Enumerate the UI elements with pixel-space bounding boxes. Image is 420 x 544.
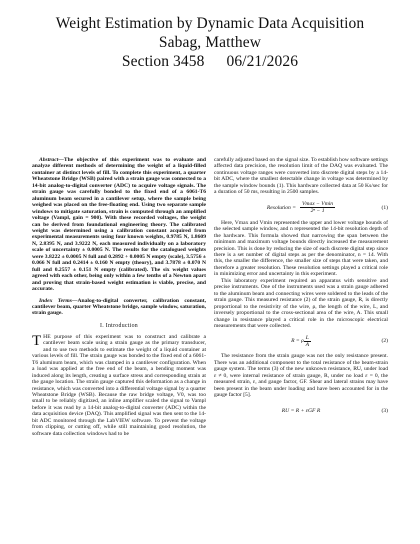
eq2-numerator: L [305, 334, 309, 341]
section-heading-introduction: I. Introduction [100, 322, 138, 329]
report-date: 06/21/2026 [226, 53, 299, 70]
paper-header [0, 14, 420, 71]
eq1-denominator: 2ⁿ − 1 [310, 208, 325, 215]
left-column [32, 157, 206, 437]
body-paragraph-3: This laboratory experiment required an apparatus with sensitive and precise instruments. One of the instruments used was a strain gauge adhered to the aluminum beam and connecting wires were soldered to the leads of the strain gauge. This measured resistance (2) of the strain gauge, R, is directly proportional to the resistivity of the wire, ρ, the length of the wire, L, and inversely proportional to the cross-sectional area of the wire, A. This small change in resistance played a critical role in the microscopic electrical measurements that were collected. [214, 277, 388, 329]
paper-title: Weight Estimation by Dynamic Data Acquisition [55, 15, 365, 32]
section-number: Section 3458 [121, 53, 205, 70]
author-name: Sabag, Matthew [158, 34, 262, 51]
body-paragraph-4: The resistance from the strain gauge was not the only resistance present. There was an additional component to the total resistance of the beam-strain gauge system. The terms (3) of the new unknown resistance, RU, under load ε ≠ 0, were internal resistance of strain gauge, R, under no load ε = 0, the measured strain, ε, and gauge factor, GF. Shear and lateral strains may have been present in the beam under loading and have been accounted for in the gauge factor [5]. [214, 353, 388, 399]
section-date-line [0, 52, 420, 71]
intro-text: HE purpose of this experiment was to construct and calibrate a cantilever beam scale using a strain gauge as the primary transducer, and to use two methods to estimate the weight of a liquid container at various levels of fill. The strain gauge was bonded to the fixed end of a 6061-T6 aluminum beam, which was clamped in a cantilever configuration. When a load was applied at the free end of the beam, a bending moment was induced along its length, creating a surface stress and corresponding strain at the gauge location. The strain gauge captured this deformation as a change in resistance, which was converted into a differential voltage signal by a quarter Wheatstone Bridge (WSB). Because the raw bridge voltage, V0, was too small to be reliably digitized, an inline amplifier scaled the signal to Vampl before it was read by a 14-bit analog-to-digital converter (ADC) within the data acquisition device (DAQ). This amplified signal was then sent to the 14-bit ADC monitored through the LabVIEW software. To prevent the voltage from clipping, or cutting off, while still maintaining good resolution, the software data collection windows had to be [32, 333, 206, 437]
eq2-number: (2) [381, 338, 388, 345]
eq2-fraction [304, 335, 311, 348]
drop-cap: T [32, 332, 42, 349]
abstract-text: The objective of this experiment was to evaluate and analyze different methods of determining the weight of a liquid-filled container at distinct levels of fill. To complete this experiment, a quarter Wheatstone Bridge (WSB) paired with a strain gauge was connected to a 14-bit analog-to-digital converter (ADC) to acquire voltage signals. The strain gauge was carefully bonded to the fixed end of a 6061-T6 aluminum beam secured in a cantilever setup, where the sample being weighed was placed on the free-floating end. Using two separate sample windows to mitigate saturation, strain is computed through an amplified voltage (Vampl, gain = 900). With these recorded voltages, the weight can be derived from foundational engineering theory. The calibrated weight was determined using a calibration constant acquired from experimental measurements using four known weights, 0.9785 N, 1.8609 N, 2.8395 N, and 3.9222 N, each measured individually on a laboratory scale of uncertainty ± 0.0005 N. The results for the catalogued weights were 3.8222 ± 0.0005 N full and 0.2892 + 0.0005 N empty (scale), 3.5756 ± 0.066 N full and 0.2414 ± 0.160 N empty (theory), and 3.7878 ± 0.070 N full and 0.2557 ± 0.151 N empty (calibrated). The six weight values agreed with each other, being only within a few tenths of a Newton apart and proving that strain-based weight estimation is viable, precise, and accurate. [32, 157, 206, 293]
eq1-number: (1) [381, 204, 388, 211]
equation-2 [214, 333, 388, 349]
body-paragraph-1: carefully adjusted based on the signal size. To establish how software settings affected data precision, the resolution limit of the DAQ was evaluated. The continuous voltage ranges were converted into discrete digital steps by a 14-bit ADC, where the smallest detectable change in voltage was determined by the sample window bounds (1). This hardware collected data at 50 Ks/sec for a duration of 50 ms, resulting in 2500 samples. [214, 157, 388, 196]
intro-paragraph [32, 334, 206, 437]
eq2-denominator: A [305, 341, 310, 348]
eq1-numerator: Vmax − Vmin [301, 201, 334, 208]
body-paragraph-2: Here, Vmax and Vmin represented the upper and lower voltage bounds of the selected sample window, and n represented the 14-bit resolution depth of the hardware. This formula showed that narrowing the span between the minimum and maximum voltage bounds directly increased the measurement precision. This is done by reducing the size of each discrete digital step since there is a set number of digital steps as per the denominator, n = 14. With this, the smaller the difference, the smaller size of steps that were taken, and therefore a greater resolution. These resolution settings played a critical role in minimizing error and uncertainty in this experiment. [214, 219, 388, 278]
eq3-text: RU = R + εGF R [281, 407, 321, 414]
right-column [214, 157, 388, 423]
eq1-lhs: Resolution = [266, 204, 296, 211]
equation-1 [214, 200, 388, 216]
index-terms [32, 298, 206, 317]
eq1-fraction [300, 201, 335, 214]
eq3-number: (3) [381, 407, 388, 414]
eq2-lhs: R = ρ [291, 338, 304, 345]
index-terms-label: Index Terms— [39, 297, 78, 304]
index-terms-text: Analog-to-digital converter, calibration constant, cantilever beam, quarter Wheatstone bridge, sample window, saturation, strain gauge. [32, 297, 206, 317]
abstract [32, 157, 206, 293]
equation-3 [214, 403, 388, 419]
abstract-label: Abstract— [39, 157, 64, 163]
